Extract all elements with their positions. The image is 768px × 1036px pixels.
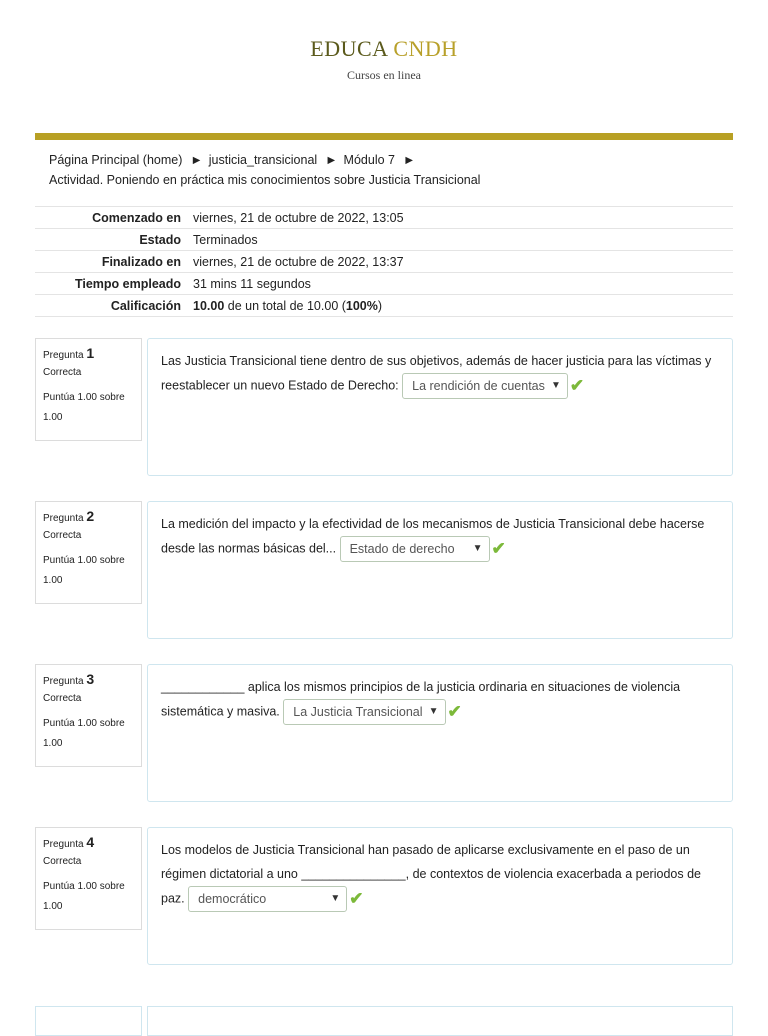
summary-label: Calificación (35, 295, 193, 317)
question-grade: Puntúa 1.00 sobre 1.00 (43, 555, 125, 586)
answer-select[interactable] (402, 373, 568, 399)
question-content-partial (147, 1006, 733, 1036)
question-grade: Puntúa 1.00 sobre 1.00 (43, 881, 125, 912)
check-icon: ✔ (447, 702, 462, 721)
question-content (147, 501, 733, 639)
answer-select-value: La Justicia Transicional (293, 705, 423, 719)
question-number (43, 508, 141, 524)
question-content (147, 338, 733, 476)
question-status: Correcta (43, 530, 82, 541)
question-text: Las Justicia Transicional tiene dentro de sus objetivos, además de hacer justicia para las víctimas y reestablecer un nuevo Estado de Derecho: (161, 354, 712, 393)
breadcrumb-home[interactable]: Página Principal (home) (49, 153, 183, 167)
answer-select[interactable] (283, 699, 445, 725)
question-number-value: 1 (86, 345, 95, 361)
answer-select[interactable] (188, 886, 347, 912)
logo-part-cndh: CNDH (393, 36, 458, 61)
chevron-down-icon: ▼ (472, 543, 483, 554)
grade-end: ) (377, 298, 383, 313)
header-divider (35, 133, 733, 140)
breadcrumb-separator-icon: ► (190, 153, 203, 167)
summary-label: Comenzado en (35, 207, 193, 229)
breadcrumb-separator-icon: ► (402, 153, 416, 167)
question-status: Correcta (43, 693, 82, 704)
attempt-summary (35, 206, 733, 317)
summary-value: viernes, 21 de octubre de 2022, 13:05 (193, 207, 733, 229)
question-text: Los modelos de Justicia Transicional han pasado de aplicarse exclusivamente en el paso de un régimen dictatorial a uno _______________, de contextos de violencia exacerbada a periodos de paz. (161, 843, 701, 906)
grade-score: 10.00 (193, 298, 225, 313)
chevron-down-icon: ▼ (550, 380, 561, 391)
summary-value: 31 mins 11 segundos (193, 273, 733, 295)
question-number (43, 671, 141, 687)
question-status: Correcta (43, 856, 82, 867)
summary-value (193, 295, 733, 317)
summary-value: viernes, 21 de octubre de 2022, 13:37 (193, 251, 733, 273)
summary-label: Estado (35, 229, 193, 251)
summary-label: Tiempo empleado (35, 273, 193, 295)
question-number-value: 3 (86, 671, 95, 687)
summary-row-grade (35, 295, 733, 317)
summary-row-finished (35, 251, 733, 273)
check-icon: ✔ (491, 539, 506, 558)
question-label: Pregunta (43, 350, 84, 361)
check-icon: ✔ (569, 376, 585, 395)
summary-row-time (35, 273, 733, 295)
breadcrumb-activity[interactable]: Actividad. Poniendo en práctica mis conocimientos sobre Justicia Transicional (49, 173, 481, 187)
question-label: Pregunta (43, 513, 84, 524)
check-icon: ✔ (349, 889, 364, 908)
question-info (35, 664, 142, 767)
question-content (147, 664, 733, 802)
answer-select-value: La rendición de cuentas (412, 379, 545, 393)
summary-value: Terminados (193, 229, 733, 251)
summary-label: Finalizado en (35, 251, 193, 273)
question-number (43, 834, 141, 850)
answer-select-value: Estado de derecho (349, 542, 455, 556)
grade-mid: de un total de 10.00 ( (224, 298, 346, 313)
question-number (43, 345, 141, 361)
breadcrumb-module[interactable]: Módulo 7 (343, 153, 395, 167)
question-label: Pregunta (43, 676, 84, 687)
question-grade: Puntúa 1.00 sobre 1.00 (43, 392, 125, 423)
summary-row-started (35, 207, 733, 229)
question-info (35, 827, 142, 930)
chevron-down-icon: ▼ (330, 893, 341, 904)
question-label: Pregunta (43, 839, 84, 850)
grade-percent: 100% (345, 298, 378, 313)
site-subtitle: Cursos en linea (347, 68, 421, 82)
question-status: Correcta (43, 367, 82, 378)
logo-part-educa: EDUCA (310, 36, 388, 61)
question-text: ____________ aplica los mismos principios de la justicia ordinaria en situaciones de violencia sistemática y masiva. (161, 680, 681, 719)
answer-select[interactable] (340, 536, 490, 562)
question-content (147, 827, 733, 965)
answer-select-value: democrático (198, 892, 267, 906)
question-info (35, 338, 142, 441)
question-info-partial (35, 1006, 142, 1036)
breadcrumb-separator-icon: ► (325, 153, 338, 167)
question-number-value: 2 (86, 508, 95, 524)
question-number-value: 4 (86, 834, 95, 850)
breadcrumb-course[interactable]: justicia_transicional (208, 153, 318, 167)
question-info (35, 501, 142, 604)
site-logo[interactable] (0, 36, 768, 62)
chevron-down-icon: ▼ (428, 706, 439, 717)
breadcrumb (49, 150, 729, 190)
question-text: La medición del impacto y la efectividad de los mecanismos de Justicia Transicional debe hacerse desde las normas básicas del... (161, 517, 705, 556)
question-grade: Puntúa 1.00 sobre 1.00 (43, 718, 125, 749)
summary-row-state (35, 229, 733, 251)
